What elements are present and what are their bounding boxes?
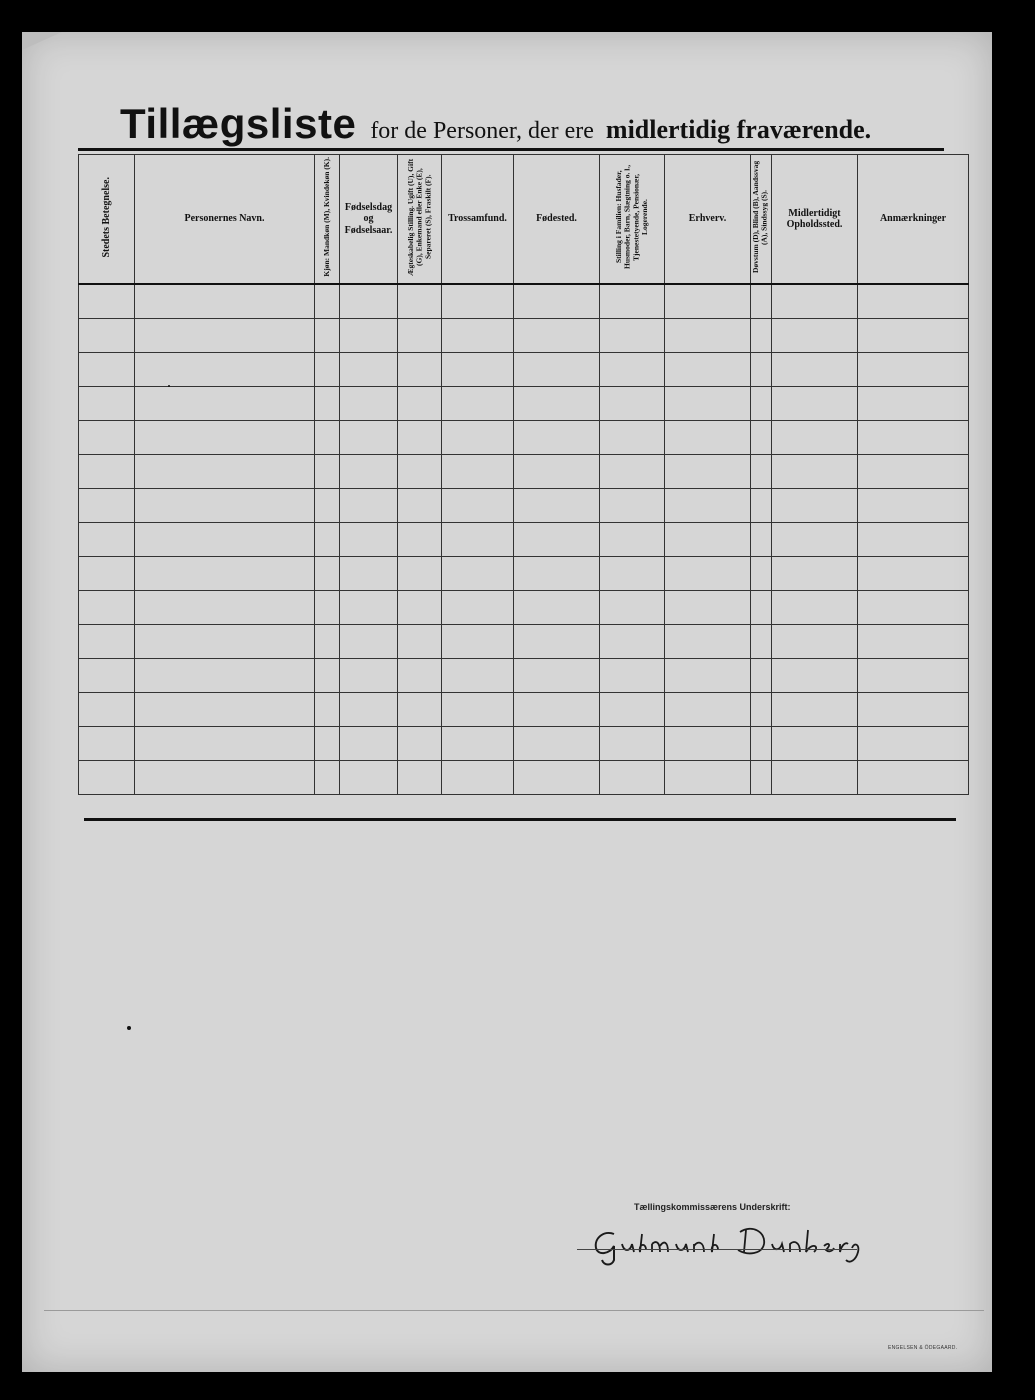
title-connector: for de Personer, der ere <box>370 118 594 144</box>
table-cell <box>858 284 969 319</box>
table-row <box>79 761 969 795</box>
table-cell <box>79 489 135 523</box>
table-cell <box>772 489 858 523</box>
table-cell <box>398 693 442 727</box>
table-cell <box>340 591 398 625</box>
table-cell <box>858 455 969 489</box>
table-cell <box>79 761 135 795</box>
table-cell <box>442 591 514 625</box>
table-cell <box>340 761 398 795</box>
table-cell <box>135 693 315 727</box>
table-cell <box>315 693 340 727</box>
table-cell <box>665 523 751 557</box>
title-emphasis: midlertidig fraværende. <box>605 115 872 144</box>
table-row <box>79 319 969 353</box>
table-cell <box>772 659 858 693</box>
table-cell <box>772 319 858 353</box>
table-cell <box>135 284 315 319</box>
table-cell <box>398 455 442 489</box>
table-cell <box>340 693 398 727</box>
table-cell <box>442 421 514 455</box>
table-cell <box>665 591 751 625</box>
table-cell <box>772 625 858 659</box>
table-cell <box>751 761 772 795</box>
table-cell <box>751 659 772 693</box>
table-cell <box>665 727 751 761</box>
table-row <box>79 727 969 761</box>
table-cell <box>514 489 600 523</box>
table-row <box>79 353 969 387</box>
table-cell <box>514 727 600 761</box>
table-cell <box>600 591 665 625</box>
table-cell <box>514 421 600 455</box>
table-row <box>79 523 969 557</box>
table-row <box>79 387 969 421</box>
table-cell <box>858 489 969 523</box>
table-cell <box>665 353 751 387</box>
census-form-sheet <box>22 32 992 1372</box>
table-row <box>79 591 969 625</box>
table-cell <box>442 387 514 421</box>
table-cell <box>600 455 665 489</box>
table-cell <box>135 455 315 489</box>
table-row <box>79 557 969 591</box>
table-cell <box>79 353 135 387</box>
table-cell <box>772 387 858 421</box>
table-cell <box>398 557 442 591</box>
table-header-row <box>79 155 969 285</box>
table-cell <box>514 319 600 353</box>
table-cell <box>772 455 858 489</box>
table-cell <box>442 523 514 557</box>
table-cell <box>135 659 315 693</box>
form-title <box>120 100 950 148</box>
table-cell <box>315 761 340 795</box>
table-cell <box>858 761 969 795</box>
table-row <box>79 489 969 523</box>
table-cell <box>442 625 514 659</box>
table-cell <box>751 693 772 727</box>
signature-caption: Tællingskommissærens Underskrift: <box>634 1202 791 1212</box>
table-row <box>79 284 969 319</box>
table-cell <box>858 387 969 421</box>
table-cell <box>442 557 514 591</box>
table-row <box>79 659 969 693</box>
header-personernes-navn: Personernes Navn. <box>135 155 315 285</box>
table-cell <box>79 387 135 421</box>
table-cell <box>398 387 442 421</box>
table-cell <box>340 523 398 557</box>
table-cell <box>751 727 772 761</box>
table-cell <box>340 421 398 455</box>
table-cell <box>442 353 514 387</box>
table-cell <box>600 421 665 455</box>
table-cell <box>600 727 665 761</box>
table-cell <box>398 523 442 557</box>
table-cell <box>772 421 858 455</box>
table-cell <box>751 455 772 489</box>
table-cell <box>600 557 665 591</box>
table-cell <box>600 319 665 353</box>
table-cell <box>442 455 514 489</box>
table-cell <box>79 319 135 353</box>
table-cell <box>398 319 442 353</box>
table-cell <box>135 523 315 557</box>
header-erhverv: Erhverv. <box>665 155 751 285</box>
table-cell <box>665 421 751 455</box>
table-cell <box>514 455 600 489</box>
table-cell <box>135 353 315 387</box>
table-cell <box>600 523 665 557</box>
table-cell <box>665 659 751 693</box>
table-cell <box>79 693 135 727</box>
table-cell <box>398 421 442 455</box>
table-cell <box>315 353 340 387</box>
table-cell <box>442 659 514 693</box>
table-cell <box>135 761 315 795</box>
table-cell <box>751 319 772 353</box>
table-cell <box>135 625 315 659</box>
table-cell <box>442 319 514 353</box>
table-cell <box>340 557 398 591</box>
table-cell <box>398 591 442 625</box>
table-cell <box>600 659 665 693</box>
table-cell <box>514 284 600 319</box>
table-cell <box>340 489 398 523</box>
table-cell <box>751 591 772 625</box>
table-cell <box>600 489 665 523</box>
header-kjon: Kjøn: Mandkøn (M), Kvindekøn (K). <box>315 155 340 285</box>
table-cell <box>315 284 340 319</box>
table-cell <box>398 727 442 761</box>
table-cell <box>398 284 442 319</box>
table-cell <box>858 659 969 693</box>
table-row <box>79 421 969 455</box>
table-row <box>79 455 969 489</box>
table-cell <box>340 353 398 387</box>
table-cell <box>79 659 135 693</box>
table-cell <box>398 761 442 795</box>
table-cell <box>665 557 751 591</box>
table-cell <box>340 284 398 319</box>
table-cell <box>772 557 858 591</box>
table-cell <box>772 693 858 727</box>
table-cell <box>135 319 315 353</box>
table-cell <box>135 421 315 455</box>
table-cell <box>340 625 398 659</box>
table-cell <box>665 489 751 523</box>
table-cell <box>340 387 398 421</box>
table-cell <box>442 489 514 523</box>
table-cell <box>135 387 315 421</box>
table-cell <box>665 693 751 727</box>
table-cell <box>514 557 600 591</box>
table-cell <box>772 761 858 795</box>
handwritten-signature <box>580 1220 860 1270</box>
header-stilling-i-familien: Stilling i Familien: Husfader, Husmoder, Barn, Slægtning o. l., Tjenestetyende, Pensionær, Logerende. <box>600 155 665 285</box>
table-cell <box>665 319 751 353</box>
header-anmaerkninger: Anmærkninger <box>858 155 969 285</box>
table-cell <box>315 659 340 693</box>
table-cell <box>751 489 772 523</box>
table-cell <box>315 421 340 455</box>
table-cell <box>340 455 398 489</box>
signature-line <box>577 1249 857 1250</box>
table-cell <box>315 387 340 421</box>
table-cell <box>135 489 315 523</box>
table-cell <box>79 557 135 591</box>
table-cell <box>315 319 340 353</box>
table-cell <box>315 625 340 659</box>
table-cell <box>772 284 858 319</box>
table-cell <box>79 625 135 659</box>
table-cell <box>772 353 858 387</box>
table-cell <box>315 727 340 761</box>
table-cell <box>751 625 772 659</box>
table-cell <box>751 284 772 319</box>
table-cell <box>514 659 600 693</box>
folded-corner <box>22 32 62 52</box>
title-rule <box>78 148 944 151</box>
table-cell <box>858 693 969 727</box>
table-cell <box>79 591 135 625</box>
table-cell <box>79 421 135 455</box>
census-table <box>78 154 969 795</box>
table-cell <box>665 455 751 489</box>
table-row <box>79 693 969 727</box>
table-cell <box>858 353 969 387</box>
printer-mark: ENGELSEN & ÖDEGAARD. <box>888 1345 958 1351</box>
table-cell <box>858 557 969 591</box>
table-cell <box>79 455 135 489</box>
table-cell <box>665 387 751 421</box>
table-cell <box>600 353 665 387</box>
table-cell <box>340 319 398 353</box>
table-cell <box>772 727 858 761</box>
table-cell <box>135 591 315 625</box>
header-trossamfund: Trossamfund. <box>442 155 514 285</box>
table-cell <box>772 523 858 557</box>
ink-speck <box>127 1026 131 1030</box>
table-cell <box>600 284 665 319</box>
table-cell <box>514 523 600 557</box>
table-cell <box>442 761 514 795</box>
table-cell <box>135 557 315 591</box>
table-cell <box>398 353 442 387</box>
table-cell <box>600 693 665 727</box>
table-cell <box>315 489 340 523</box>
header-aegteskabelig-stilling: Ægteskabelig Stilling. Ugift (U), Gift (G), Enkemand eller Enke (E), Separeret (S), Fraskilt (F). <box>398 155 442 285</box>
table-cell <box>315 455 340 489</box>
table-cell <box>514 353 600 387</box>
header-fodested: Fødested. <box>514 155 600 285</box>
header-midlertidigt-opholdssted: Midlertidigt Opholdssted. <box>772 155 858 285</box>
table-cell <box>135 727 315 761</box>
header-stedets-betegnelse: Stedets Betegnelse. <box>79 155 135 285</box>
table-cell <box>398 625 442 659</box>
table-cell <box>442 727 514 761</box>
table-cell <box>600 625 665 659</box>
table-body <box>79 284 969 795</box>
table-cell <box>315 557 340 591</box>
table-cell <box>79 284 135 319</box>
table-cell <box>858 319 969 353</box>
table-cell <box>398 489 442 523</box>
table-cell <box>772 591 858 625</box>
table-cell <box>514 625 600 659</box>
margin-line <box>44 1310 984 1311</box>
table-cell <box>858 727 969 761</box>
table-cell <box>514 387 600 421</box>
table-cell <box>514 761 600 795</box>
table-cell <box>600 387 665 421</box>
table-cell <box>340 727 398 761</box>
table-cell <box>751 557 772 591</box>
table-cell <box>514 591 600 625</box>
table-cell <box>315 591 340 625</box>
table-cell <box>751 387 772 421</box>
table-cell <box>665 761 751 795</box>
table-bottom-rule <box>84 818 956 821</box>
table-cell <box>858 591 969 625</box>
table-cell <box>398 659 442 693</box>
table-cell <box>340 659 398 693</box>
table-row <box>79 625 969 659</box>
table-cell <box>858 523 969 557</box>
table-cell <box>751 353 772 387</box>
table-cell <box>442 284 514 319</box>
header-fodselsdag: Fødselsdag og Fødselsaar. <box>340 155 398 285</box>
table-cell <box>858 421 969 455</box>
table-cell <box>751 421 772 455</box>
table-cell <box>79 523 135 557</box>
title-main: Tillægsliste <box>120 100 357 147</box>
table-cell <box>514 693 600 727</box>
table-cell <box>665 284 751 319</box>
table-cell <box>442 693 514 727</box>
header-dovstum-blind: Døvstum (D), Blind (B), Aandssvag (A), Sindssyg (S). <box>751 155 772 285</box>
table-cell <box>600 761 665 795</box>
table-cell <box>79 727 135 761</box>
table-cell <box>315 523 340 557</box>
table-cell <box>858 625 969 659</box>
table-cell <box>665 625 751 659</box>
ink-speck <box>168 385 170 387</box>
table-cell <box>751 523 772 557</box>
